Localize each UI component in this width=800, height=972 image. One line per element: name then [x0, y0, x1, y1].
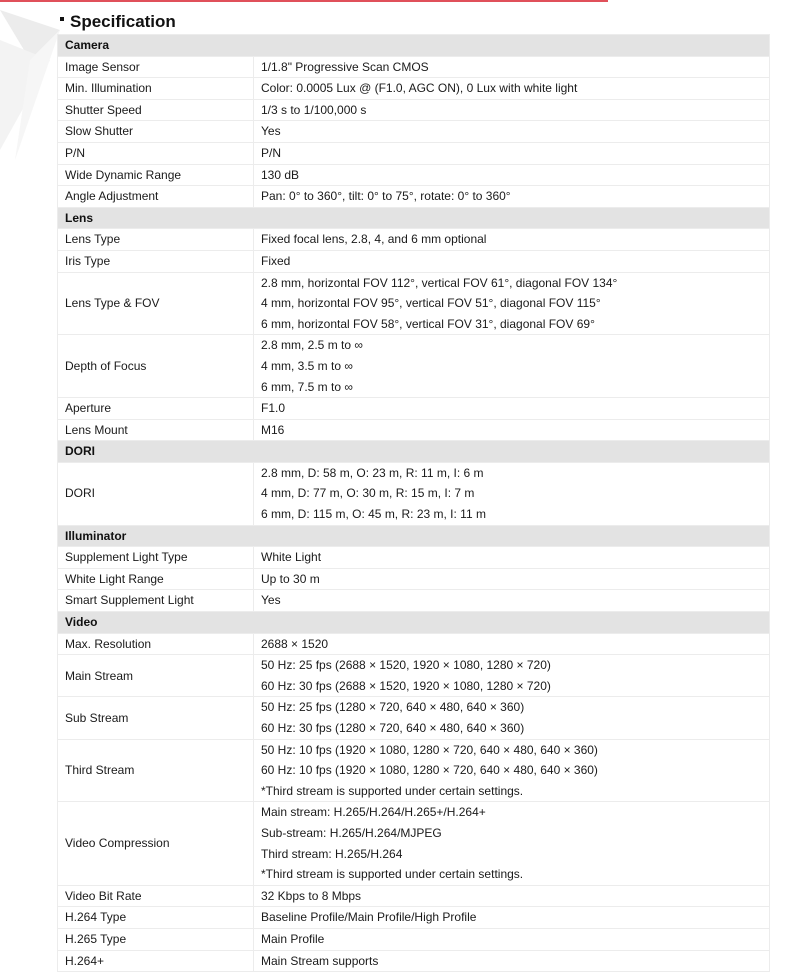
table-row: [58, 547, 770, 569]
spec-value: [254, 78, 770, 100]
spec-value-line: 2688 × 1520: [261, 636, 329, 651]
spec-label: Lens Type & FOV: [58, 272, 254, 335]
table-row: [58, 568, 770, 590]
spec-label: Aperture: [58, 398, 254, 420]
spec-value-line: 130 dB: [261, 167, 300, 182]
spec-value: [254, 633, 770, 655]
spec-value: [254, 739, 770, 802]
spec-value-line: 32 Kbps to 8 Mbps: [261, 888, 362, 903]
spec-value: [254, 885, 770, 907]
spec-label: Sub Stream: [58, 697, 254, 739]
section-title: Illuminator: [58, 525, 770, 547]
spec-value-line: 6 mm, 7.5 m to ∞: [261, 379, 353, 394]
page-title: [60, 12, 176, 32]
table-row: [58, 78, 770, 100]
section-header: [58, 612, 770, 634]
spec-value: [254, 697, 770, 739]
section-header: [58, 441, 770, 463]
spec-value-line: 50 Hz: 25 fps (2688 × 1520, 1920 × 1080, 1280 × 720): [261, 658, 551, 673]
spec-value: [254, 802, 770, 885]
spec-value-line: Fixed: [261, 253, 291, 268]
bullet-icon: [60, 17, 64, 21]
page-title-text: Specification: [70, 12, 176, 31]
table-row: [58, 56, 770, 78]
spec-label: Video Compression: [58, 802, 254, 885]
spec-label: H.265 Type: [58, 928, 254, 950]
spec-label: White Light Range: [58, 568, 254, 590]
spec-value: [254, 186, 770, 208]
spec-value-line: *Third stream is supported under certain settings.: [261, 783, 524, 798]
table-row: [58, 697, 770, 739]
table-row: [58, 121, 770, 143]
spec-value: [254, 590, 770, 612]
spec-value-line: Baseline Profile/Main Profile/High Profile: [261, 910, 477, 925]
spec-label: Video Bit Rate: [58, 885, 254, 907]
spec-value: [254, 655, 770, 697]
section-title: DORI: [58, 441, 770, 463]
table-row: [58, 164, 770, 186]
spec-value-line: 60 Hz: 30 fps (1280 × 720, 640 × 480, 640 × 360): [261, 721, 525, 735]
spec-value: [254, 99, 770, 121]
section-header: [58, 525, 770, 547]
table-row: [58, 950, 770, 972]
spec-value-line: Third stream: H.265/H.264: [261, 846, 403, 861]
spec-value: [254, 272, 770, 335]
spec-label: Wide Dynamic Range: [58, 164, 254, 186]
spec-label: Image Sensor: [58, 56, 254, 78]
spec-label: H.264 Type: [58, 907, 254, 929]
table-row: [58, 229, 770, 251]
table-row: [58, 335, 770, 398]
table-row: [58, 186, 770, 208]
spec-value: [254, 547, 770, 569]
spec-label: DORI: [58, 462, 254, 525]
spec-value: [254, 229, 770, 251]
spec-value-line: 50 Hz: 25 fps (1280 × 720, 640 × 480, 640 × 360): [261, 700, 525, 715]
spec-value-line: Main Stream supports: [261, 953, 379, 968]
spec-label: Lens Type: [58, 229, 254, 251]
spec-value: [254, 462, 770, 525]
spec-value-line: M16: [261, 422, 285, 437]
spec-value: [254, 907, 770, 929]
spec-value-line: 4 mm, D: 77 m, O: 30 m, R: 15 m, I: 7 m: [261, 486, 475, 501]
spec-value: [254, 250, 770, 272]
spec-label: P/N: [58, 142, 254, 164]
spec-value-line: White Light: [261, 550, 322, 565]
spec-value: [254, 56, 770, 78]
section-header: [58, 207, 770, 229]
spec-value-line: Pan: 0° to 360°, tilt: 0° to 75°, rotate: 0° to 360°: [261, 189, 511, 204]
spec-value-line: 4 mm, horizontal FOV 95°, vertical FOV 51°, diagonal FOV 115°: [261, 296, 601, 311]
spec-value: [254, 419, 770, 441]
spec-label: Slow Shutter: [58, 121, 254, 143]
header-accent-rule: [0, 0, 608, 2]
spec-value-line: Color: 0.0005 Lux @ (F1.0, AGC ON), 0 Lux with white light: [261, 81, 578, 96]
spec-value-line: Fixed focal lens, 2.8, 4, and 6 mm optional: [261, 232, 487, 247]
spec-label: Iris Type: [58, 250, 254, 272]
spec-value: [254, 121, 770, 143]
spec-label: Min. Illumination: [58, 78, 254, 100]
spec-value-line: Main stream: H.265/H.264/H.265+/H.264+: [261, 805, 486, 820]
spec-value: [254, 142, 770, 164]
spec-value-line: Sub-stream: H.265/H.264/MJPEG: [261, 825, 442, 840]
spec-value-line: Yes: [261, 593, 281, 608]
specification-table: [57, 34, 770, 972]
spec-label: Third Stream: [58, 739, 254, 802]
spec-label: Supplement Light Type: [58, 547, 254, 569]
spec-value-line: Main Profile: [261, 931, 325, 946]
table-row: [58, 419, 770, 441]
table-row: [58, 633, 770, 655]
table-row: [58, 885, 770, 907]
spec-value-line: Yes: [261, 124, 281, 139]
table-row: [58, 398, 770, 420]
spec-value-line: P/N: [261, 145, 282, 160]
spec-value-line: 2.8 mm, D: 58 m, O: 23 m, R: 11 m, I: 6 m: [261, 465, 484, 480]
spec-value-line: 6 mm, horizontal FOV 58°, vertical FOV 31°, diagonal FOV 69°: [261, 316, 595, 331]
spec-label: Shutter Speed: [58, 99, 254, 121]
section-title: Camera: [58, 35, 770, 57]
table-row: [58, 802, 770, 885]
spec-label: Angle Adjustment: [58, 186, 254, 208]
table-row: [58, 250, 770, 272]
table-row: [58, 272, 770, 335]
section-header: [58, 35, 770, 57]
section-title: Lens: [58, 207, 770, 229]
table-row: [58, 928, 770, 950]
spec-value-line: 2.8 mm, horizontal FOV 112°, vertical FOV 61°, diagonal FOV 134°: [261, 275, 618, 290]
table-row: [58, 590, 770, 612]
table-row: [58, 907, 770, 929]
spec-value-line: 2.8 mm, 2.5 m to ∞: [261, 338, 363, 353]
spec-label: Depth of Focus: [58, 335, 254, 398]
spec-value: [254, 164, 770, 186]
spec-value-line: 60 Hz: 10 fps (1920 × 1080, 1280 × 720, 640 × 480, 640 × 360): [261, 763, 598, 778]
spec-value: [254, 950, 770, 972]
spec-value-line: 4 mm, 3.5 m to ∞: [261, 358, 353, 373]
spec-label: Main Stream: [58, 655, 254, 697]
spec-value-line: 50 Hz: 10 fps (1920 × 1080, 1280 × 720, 640 × 480, 640 × 360): [261, 742, 598, 757]
spec-value-line: 6 mm, D: 115 m, O: 45 m, R: 23 m, I: 11 m: [261, 507, 486, 522]
table-row: [58, 99, 770, 121]
spec-label: Lens Mount: [58, 419, 254, 441]
spec-label: Smart Supplement Light: [58, 590, 254, 612]
spec-label: Max. Resolution: [58, 633, 254, 655]
table-row: [58, 739, 770, 802]
spec-label: H.264+: [58, 950, 254, 972]
spec-value: [254, 928, 770, 950]
spec-value-line: F1.0: [261, 401, 286, 416]
spec-value-line: Up to 30 m: [261, 571, 320, 586]
table-row: [58, 462, 770, 525]
table-row: [58, 142, 770, 164]
spec-value-line: 1/3 s to 1/100,000 s: [261, 102, 367, 117]
section-title: Video: [58, 612, 770, 634]
spec-value: [254, 398, 770, 420]
table-row: [58, 655, 770, 697]
spec-value-line: *Third stream is supported under certain settings.: [261, 867, 524, 882]
spec-value: [254, 568, 770, 590]
spec-value-line: 1/1.8" Progressive Scan CMOS: [261, 59, 429, 74]
spec-value: [254, 335, 770, 398]
spec-value-line: 60 Hz: 30 fps (2688 × 1520, 1920 × 1080, 1280 × 720): [261, 678, 551, 693]
